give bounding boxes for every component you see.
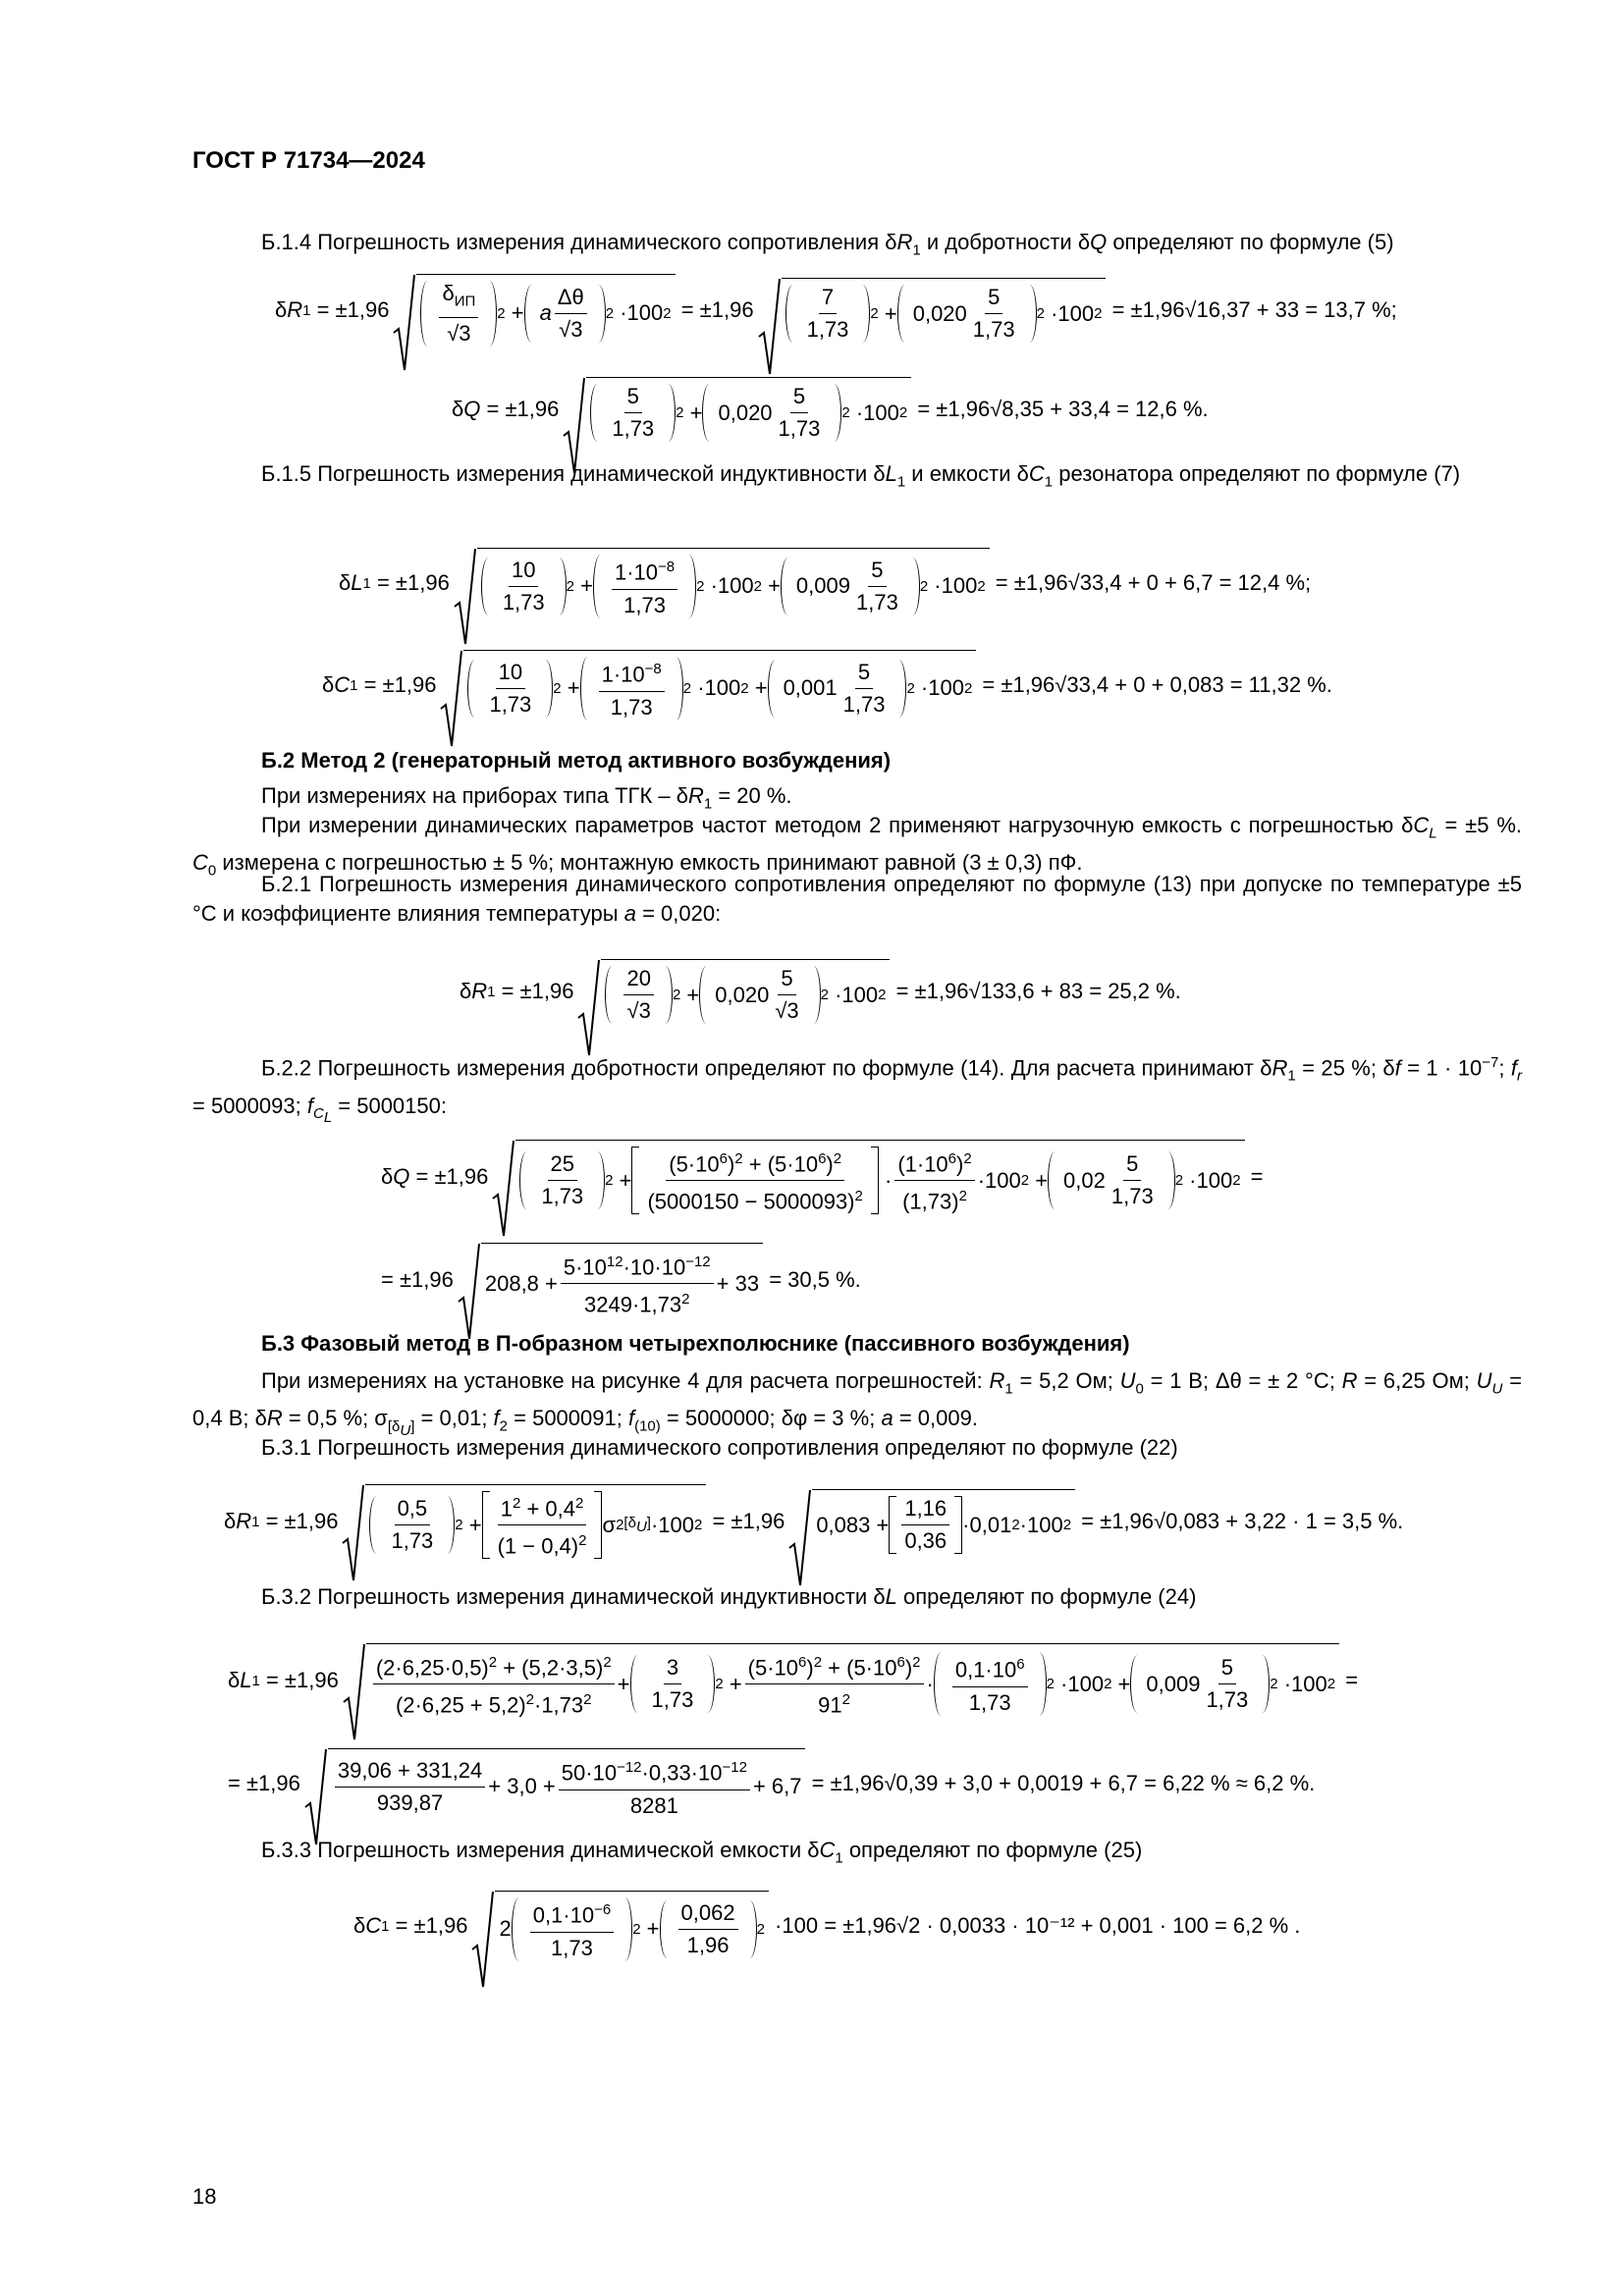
paragraph-b3a: При измерениях на установке на рисунке 4 для расчета погрешностей: $R_1 = 5,2$ Ом; $U_0 = 1$ В; Δθ = ± 2 °С; R = 6,25 Ом; $U_U = 0,4$ В; δR = 0,5 %; $\sigma_{[\delta_U]} = 0,01$; $f_2 = 5000091$; $f_{(10)} = 5000000$; δφ = 3 %; a = 0,009.	[192, 1368, 1523, 1439]
page-number: 18	[192, 2184, 217, 2209]
eq7-result: = 30,5 %.	[769, 1267, 861, 1292]
paragraph-b2b: При измерении динамических параметров частот методом 2 применяют нагрузочную емкость с погрешностью $\delta C_L = \pm 5$ %. $C_0$ измерена с погрешностью ± 5 %; монтажную емкость принимают равной (3 ± 0,3) пФ.	[192, 813, 1522, 880]
paragraph-b14: Б.1.4 Погрешность измерения динамического сопротивления $\delta R_1$ и добротности δQ определяют по формуле (5)	[261, 230, 1394, 259]
eq5-result: = ±1,96√133,6 + 83 = 25,2 %.	[895, 979, 1181, 1003]
equation-dl1: δ L 1 = ±1,96 10 1,73 2 + $1\cdot 10^{-8}$ 1,73 2 ·100 2 + 0,009 5 1,73 2 ·100 2 = ±1,96√33,4 + 0 + 6,7 = 12,4 %;	[339, 538, 1311, 628]
eq1-result: = ±1,96√16,37 + 33 = 13,7 %;	[1111, 297, 1397, 322]
eq11-result: = ±1,96√2 · 0,0033 · 10⁻¹² + 0,001 · 100 = 6,2 % .	[824, 1913, 1301, 1938]
paragraph-b31: Б.3.1 Погрешность измерения динамического сопротивления определяют по формуле (22)	[261, 1435, 1178, 1460]
equation-dc-phase: δ C 1 = ±1,96 2 $0,1\cdot 10^{-6}$ 1,73 2 + 0,062 1,96 2 ·100 = ±1,96√2 · 0,0033 · 10⁻¹² + 0,001 · 100 = 6,2 % .	[353, 1879, 1300, 1973]
eq3-result: = ±1,96√33,4 + 0 + 6,7 = 12,4 %;	[995, 570, 1312, 595]
equation-dr1-phase: δ R 1 = ±1,96 0,5 1,73 2 + $1^2 + 0,4^2$ $(1 - 0,4)^2$ σ 2 $[\delta_U]$ ·100 2 = ±1,96 0,083 + 1,16 0,36 ·0,01 2 ·100 2 = ±1,96√0,083 + 3,22 · 1 = 3,5 %.	[224, 1474, 1403, 1569]
eq2-result: = ±1,96√8,35 + 33,4 = 12,6 %.	[917, 397, 1209, 421]
equation-dl-phase: δ L 1 = ±1,96 $(2\cdot 6,25\cdot 0,5)^2 + (5,2\cdot 3,5)^2$ $(2\cdot 6,25 + 5,2)^2\cdot 1,73^2$ + 3 1,73 2 + $(5\cdot 10^6)^2 + (5\cdot 10^6)^2$ $91^2$ · $0,1\cdot 10^6$ 1,73 2 ·100 2 + 0,009 5 1,73 2 ·100 2 =	[228, 1629, 1358, 1732]
equation-dq: δ Q = ±1,96 5 1,73 2 + 0,020 5 1,73 2 ·100 2 = ±1,96√8,35 + 33,4 = 12,6 %.	[452, 365, 1209, 454]
heading-b3: Б.3 Фазовый метод в П-образном четырехполюснике (пассивного возбуждения)	[261, 1331, 1130, 1356]
eq4-result: = ±1,96√33,4 + 0 + 0,083 = 11,32 %.	[982, 672, 1332, 697]
equation-dc1: δ C 1 = ±1,96 10 1,73 2 + $1\cdot 10^{-8}$ 1,73 2 ·100 2 + 0,001 5 1,73 2 ·100 2 = ±1,96√33,4 + 0 + 0,083 = 11,32 %.	[322, 640, 1332, 730]
paragraph-b2a: При измерениях на приборах типа ТГК – $\delta R_1 = 20$ %.	[261, 783, 792, 813]
eq8-result: = ±1,96√0,083 + 3,22 · 1 = 3,5 %.	[1081, 1509, 1404, 1533]
paragraph-b32: Б.3.2 Погрешность измерения динамической индуктивности δL определяют по формуле (24)	[261, 1584, 1197, 1609]
paragraph-b21: Б.2.1 Погрешность измерения динамического сопротивления определяют по формуле (13) при допуске по температуре ±5 °С и коэффициенте влияния температуры a = 0,020:	[192, 872, 1522, 926]
eq10-result: = ±1,96√0,39 + 3,0 + 0,0019 + 6,7 = 6,22 % ≈ 6,2 %.	[811, 1771, 1316, 1795]
document-header: ГОСТ Р 71734—2024	[192, 147, 425, 174]
equation-dq-method2-cont: = ±1,96 208,8 + $5\cdot 10^{12}\cdot 10\cdot 10^{-12}$ $3249\cdot 1,73^2$ + 33 = 30,5 %.	[381, 1239, 861, 1321]
paragraph-b33: Б.3.3 Погрешность измерения динамической емкости $\delta C_1$ определяют по формуле (25)	[261, 1838, 1143, 1867]
equation-dr1-method2: δ R 1 = ±1,96 20 √3 2 + 0,020 5 √3 2 ·100 2 = ±1,96√133,6 + 83 = 25,2 %.	[460, 944, 1181, 1039]
paragraph-b22: Б.2.2 Погрешность измерения добротности определяют по формуле (14). Для расчета принимают $\delta R_1 = 25$ %; $\delta f = 1 \cdot 10^{-7}$; $f_r = 5000093$; $f_{C_L} = 5000150$:	[192, 1054, 1522, 1127]
equation-dl-phase-cont: = ±1,96 39,06 + 331,24 939,87 + 3,0 + $50\cdot 10^{-12}\cdot 0,33\cdot 10^{-12}$ 8281 + 6,7 = ±1,96√0,39 + 3,0 + 0,0019 + 6,7 = 6,22 % ≈ 6,2 %.	[228, 1743, 1315, 1824]
paragraph-b15: Б.1.5 Погрешность измерения динамической индуктивности $\delta L_1$ и емкости $\delta C_1$ резонатора определяют по формуле (7)	[261, 461, 1461, 491]
heading-b2: Б.2 Метод 2 (генераторный метод активного возбуждения)	[261, 748, 892, 773]
equation-dr1: δ R 1 = ±1,96 $\delta_{ИП}$ √3 2 + a Δθ √3 2 ·100 2 = ±1,96 7 1,73 2 + 0,020 5 1,73 2 ·100 2 = ±1,96√16,37 + 33 = 13,7 %;	[275, 263, 1397, 357]
equation-dq-method2: δ Q = ±1,96 25 1,73 2 + $(5\cdot 10^6)^2 + (5\cdot 10^6)^2$ $(5000150 - 5000093)^2$ · $(1\cdot 10^6)^2$ $(1,73)^2$ ·100 2 + 0,02 5 1,73 2 ·100 2 =	[381, 1119, 1264, 1235]
